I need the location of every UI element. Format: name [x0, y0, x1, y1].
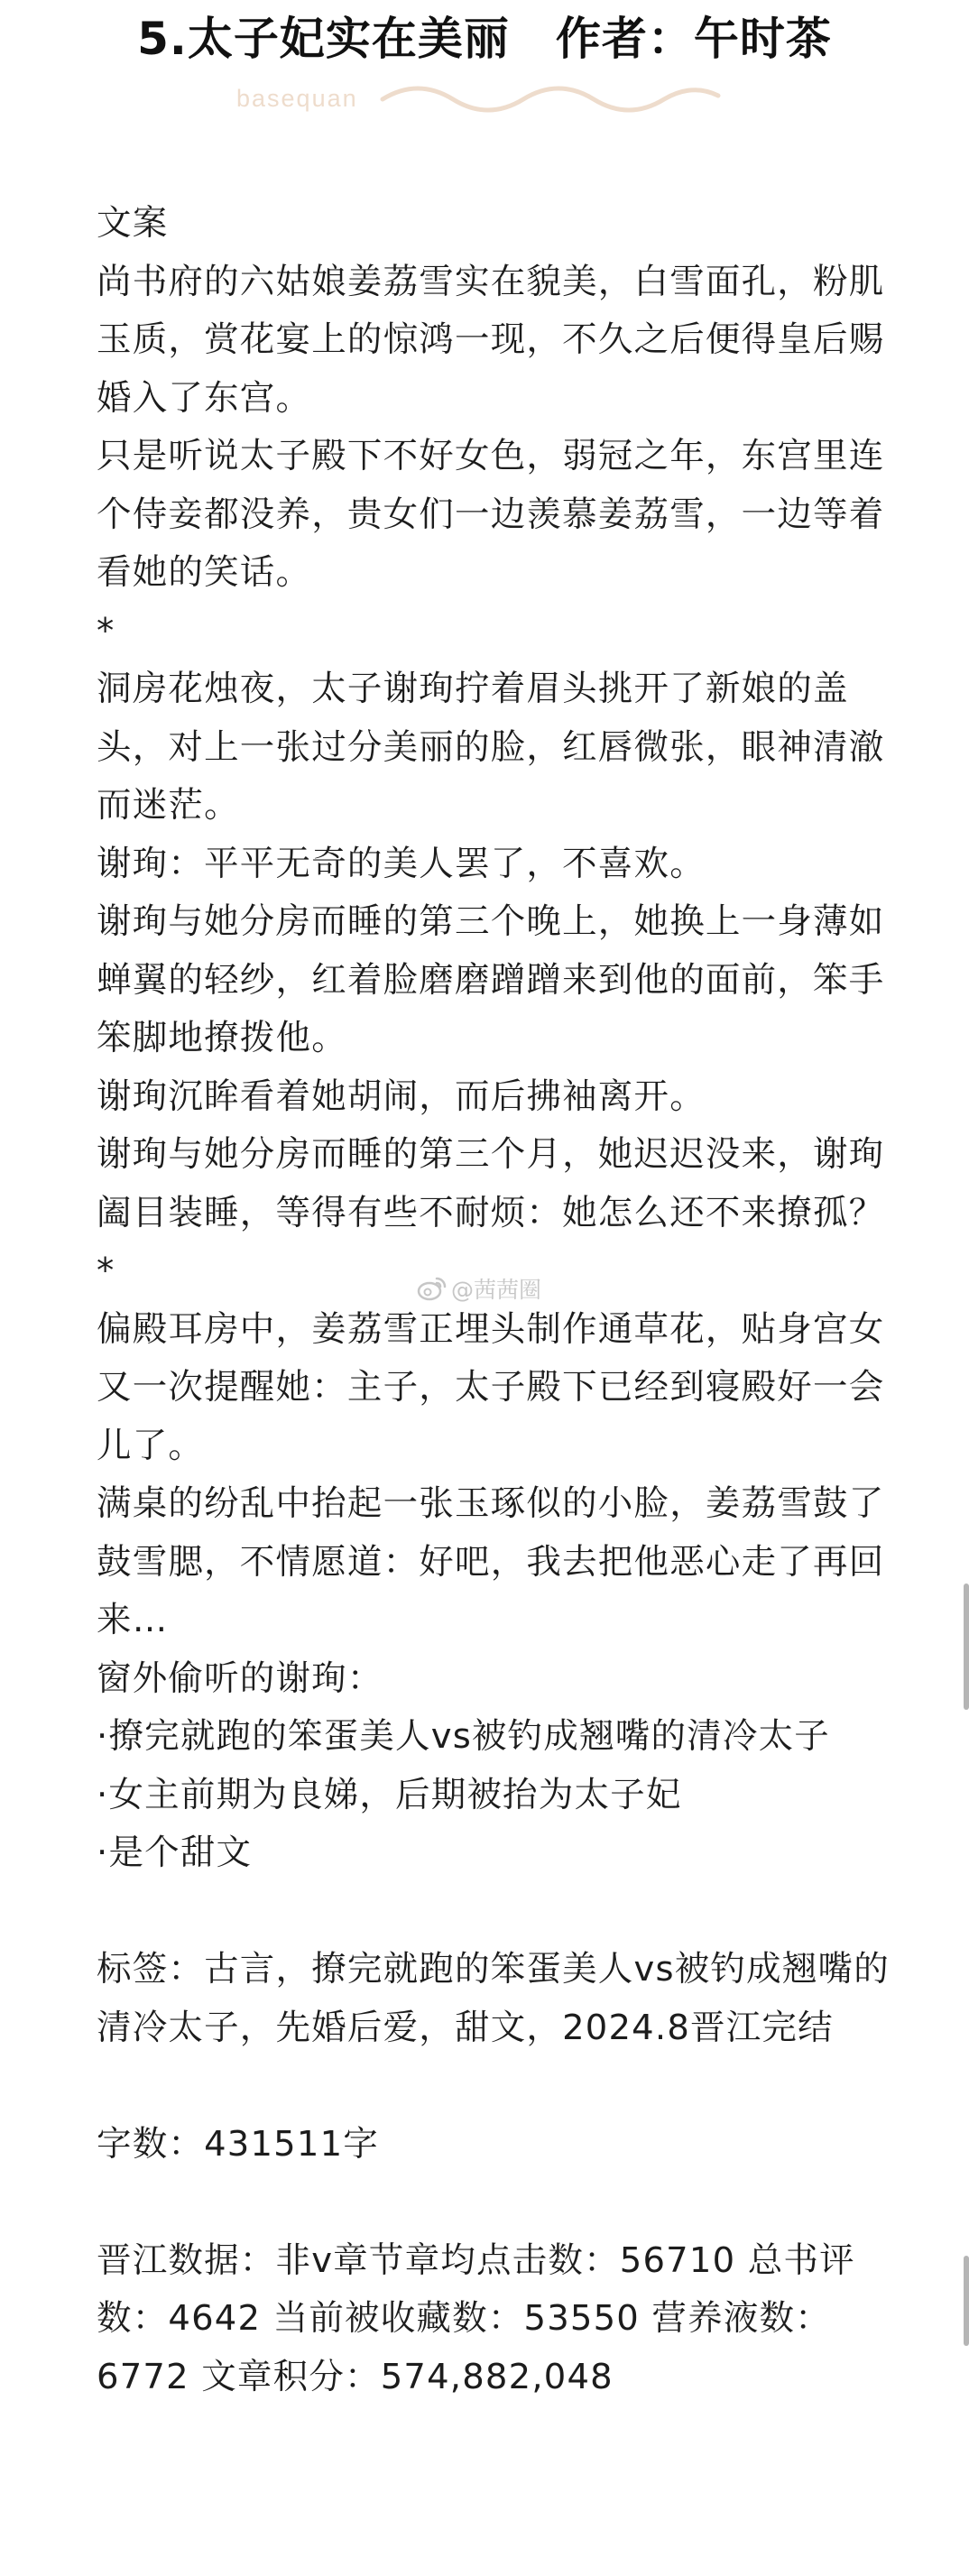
paragraph: 谢珣沉眸看着她胡闹，而后拂袖离开。: [97, 1076, 706, 1117]
paragraph: ·女主前期为良娣，后期被抬为太子妃: [97, 1774, 682, 1815]
paragraph: 尚书府的六姑娘姜荔雪实在貌美，白雪面孔，粉肌玉质，赏花宴上的惊鸿一现，不久之后便得皇后赐婚入了东宫。: [97, 261, 885, 419]
scrollbar-indicator: [964, 2256, 969, 2346]
paragraph: 窗外偷听的谢珣：: [97, 1657, 383, 1699]
paragraph: *: [97, 610, 115, 651]
paragraph: *: [97, 1251, 115, 1291]
image-watermark-text: @茜茜圈: [451, 1277, 542, 1303]
word-count: 字数：431511字: [97, 2123, 379, 2165]
paragraph: 满桌的纷乱中抬起一张玉琢似的小脸，姜荔雪鼓了鼓雪腮，不情愿道：好吧，我去把他恶心走了再回来…: [97, 1483, 885, 1640]
paragraph: 谢珣与她分房而睡的第三个月，她迟迟没来，谢珣阖目装睡，等得有些不耐烦：她怎么还不来撩孤？: [97, 1134, 885, 1233]
paragraph: 只是听说太子殿下不好女色，弱冠之年，东宫里连个侍妾都没养，贵女们一边羡慕姜荔雪，一边等着看她的笑话。: [97, 436, 885, 593]
wave-decoration-icon: [379, 81, 722, 117]
brand-watermark: [236, 81, 724, 117]
paragraph: ·撩完就跑的笨蛋美人vs被钓成翘嘴的清冷太子: [97, 1716, 830, 1757]
spacer: [97, 2174, 891, 2232]
brand-watermark-text: basequan: [236, 85, 358, 112]
stats-paragraph: 晋江数据：非v章节章均点击数：56710 总书评数：4642 当前被收藏数：53550 营养液数：6772 文章积分：574,882,048: [97, 2239, 855, 2397]
paragraph: 谢珣：平平无奇的美人罢了，不喜欢。: [97, 843, 706, 884]
scrollbar-indicator: [964, 1583, 969, 1710]
paragraph: 偏殿耳房中，姜荔雪正埋头制作通草花，贴身宫女又一次提醒她：主子，太子殿下已经到寝殿好一会儿了。: [97, 1308, 885, 1466]
weibo-icon: [417, 1275, 448, 1302]
spacer: [97, 1883, 891, 1942]
tags-paragraph: 标签：古言，撩完就跑的笨蛋美人vs被钓成翘嘴的清冷太子，先婚后爱，甜文，2024.8晋江完结: [97, 1949, 890, 2048]
image-watermark: [417, 1272, 541, 1305]
paragraph: 洞房花烛夜，太子谢珣拧着眉头挑开了新娘的盖头，对上一张过分美丽的脸，红唇微张，眼神清澈而迷茫。: [97, 669, 885, 826]
paragraph: 文案: [97, 203, 169, 244]
page-title: 5.太子妃实在美丽 作者：午时茶: [137, 13, 832, 65]
paragraph: ·是个甜文: [97, 1833, 253, 1873]
paragraph: 谢珣与她分房而睡的第三个晚上，她换上一身薄如蝉翼的轻纱，红着脸磨磨蹭蹭来到他的面前，笨手笨脚地撩拨他。: [97, 901, 885, 1058]
spacer: [97, 2057, 891, 2116]
